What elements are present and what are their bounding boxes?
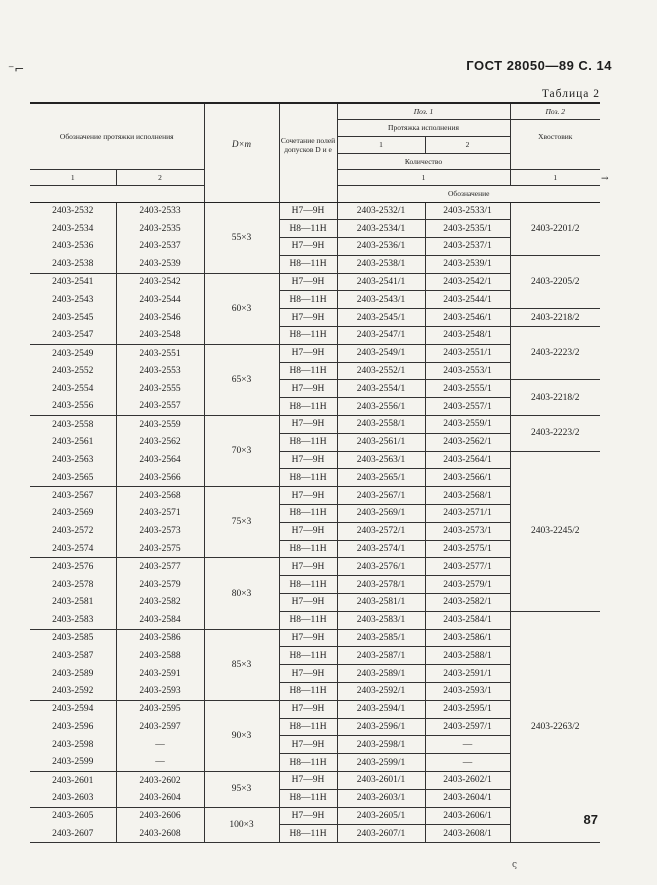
pos1-v2-cell: 2403-2602/1 [425, 772, 510, 790]
designation-2-cell: 2403-2562 [116, 433, 204, 451]
corner-mark: ς [512, 860, 518, 870]
pos1-v2-cell: — [425, 736, 510, 754]
pos1-v1-cell: 2403-2532/1 [337, 202, 425, 220]
qty1-header: 1 [337, 169, 510, 185]
designation-2-cell: 2403-2597 [116, 718, 204, 736]
pos1-v2-cell: 2403-2588/1 [425, 647, 510, 665]
pos1-v1-cell: 2403-2561/1 [337, 433, 425, 451]
pos1-v1-cell: 2403-2534/1 [337, 220, 425, 238]
tolerance-cell: Н8—11Н [279, 362, 337, 380]
designation-1-cell: 2403-2605 [52, 811, 94, 822]
designation-2-cell: 2403-2573 [116, 522, 204, 540]
tolerance-cell: Н8—11Н [279, 647, 337, 665]
tolerance-cell: Н8—11Н [279, 398, 337, 416]
designation-1-cell: 2403-2576 [52, 562, 94, 573]
designation-2-cell: 2403-2584 [116, 611, 204, 629]
designation-1-cell: 2403-2532 [52, 206, 94, 217]
tolerance-cell: Н8—11Н [279, 433, 337, 451]
pos1-v1-cell: 2403-2594/1 [337, 700, 425, 718]
tolerance-cell: Н7—9Н [279, 451, 337, 469]
pos1-v1-cell: 2403-2547/1 [337, 327, 425, 345]
dxm-cell: 85×3 [204, 629, 279, 700]
designation-1-cell: 2403-2583 [30, 611, 116, 629]
designation-1-cell: 2403-2561 [52, 437, 94, 448]
designation-2-cell: 2403-2568 [116, 487, 204, 505]
pos1-v2-cell: 2403-2557/1 [425, 398, 510, 416]
tolerance-cell: Н8—11Н [279, 540, 337, 558]
designation-2-cell: 2403-2593 [116, 683, 204, 701]
shank-header: Хвостовик [510, 119, 600, 153]
pos1-v2-cell: 2403-2595/1 [425, 700, 510, 718]
pv2-header: 2 [425, 136, 510, 153]
designation-1-cell: 2403-2534 [52, 223, 94, 234]
designation-1-cell: 2403-2585 [52, 633, 94, 644]
designation-2-cell: 2403-2533 [116, 202, 204, 220]
designation-2-cell: 2403-2577 [116, 558, 204, 576]
shank-cell: 2403-2201/2 [510, 202, 600, 255]
designation-2-cell: 2403-2582 [116, 594, 204, 612]
pos1-v2-cell: 2403-2555/1 [425, 380, 510, 398]
designation-2-cell: — [116, 736, 204, 754]
tolerance-cell: Н7—9Н [279, 522, 337, 540]
pos1-v2-cell: 2403-2559/1 [425, 416, 510, 434]
pos1-v2-cell: 2403-2604/1 [425, 789, 510, 807]
table-row [30, 327, 600, 345]
tolerance-cell: Н8—11Н [279, 789, 337, 807]
dxm-cell: 90×3 [204, 700, 279, 771]
pos1-v2-cell: 2403-2608/1 [425, 825, 510, 843]
pos1-header: Поз. 1 [337, 103, 510, 119]
designation-1-cell: 2403-2581 [52, 597, 94, 608]
designation-2-cell: 2403-2608 [116, 825, 204, 843]
broach-version-header: Протяжка исполнения [337, 119, 510, 136]
designation-1-cell: 2403-2607 [30, 825, 116, 843]
header-blank-dxm [204, 185, 279, 202]
pos1-v2-cell: 2403-2539/1 [425, 255, 510, 273]
pos1-v1-cell: 2403-2569/1 [337, 505, 425, 523]
designation-1-cell: 2403-2598 [52, 739, 94, 750]
pos1-v1-cell: 2403-2601/1 [337, 772, 425, 790]
designation-2-cell: 2403-2539 [116, 255, 204, 273]
shank-cell: 2403-2245/2 [510, 451, 600, 611]
tolerance-cell: Н7—9Н [279, 380, 337, 398]
tolerance-cell: Н7—9Н [279, 807, 337, 825]
notation-header: Обозначение [337, 185, 600, 202]
pos1-v1-cell: 2403-2565/1 [337, 469, 425, 487]
pos1-v2-cell: 2403-2584/1 [425, 611, 510, 629]
table-row [30, 309, 600, 327]
shank-cell: 2403-2218/2 [510, 309, 600, 327]
shank-cell: 2403-2205/2 [510, 255, 600, 308]
designation-2-cell: 2403-2548 [116, 327, 204, 345]
pos1-v1-cell: 2403-2598/1 [337, 736, 425, 754]
dxm-cell: 75×3 [204, 487, 279, 558]
tolerance-cell: Н7—9Н [279, 558, 337, 576]
tolerance-cell: Н8—11Н [279, 469, 337, 487]
pos1-v1-cell: 2403-2603/1 [337, 789, 425, 807]
tolerance-cell: Н8—11Н [279, 718, 337, 736]
table-row [30, 416, 600, 434]
tolerance-cell: Н8—11Н [279, 825, 337, 843]
table-label: Таблица 2 [541, 88, 600, 100]
pos1-v1-cell: 2403-2556/1 [337, 398, 425, 416]
pos1-v2-cell: 2403-2577/1 [425, 558, 510, 576]
designation-1-cell: 2403-2574 [30, 540, 116, 558]
tolerance-cell: Н8—11Н [279, 291, 337, 309]
designation-2-cell: 2403-2542 [116, 273, 204, 291]
pos1-v1-cell: 2403-2549/1 [337, 344, 425, 362]
dxm-cell: 60×3 [204, 273, 279, 344]
dxm-cell: 65×3 [204, 344, 279, 415]
tolerance-cell: Н8—11Н [279, 327, 337, 345]
shank-cell: 2403-2263/2 [510, 611, 600, 842]
designation-header: Обозначение протяжки исполнения [30, 103, 204, 169]
table-row [30, 451, 600, 469]
designation-2-cell: 2403-2595 [116, 700, 204, 718]
pos1-v2-cell: 2403-2606/1 [425, 807, 510, 825]
pos1-v2-cell: 2403-2535/1 [425, 220, 510, 238]
qty-shank-header: 1 [510, 169, 600, 185]
designation-1-cell: 2403-2587 [52, 650, 94, 661]
header-blank-left [30, 185, 204, 202]
pos1-v2-cell: — [425, 754, 510, 772]
designation-1-cell: 2403-2558 [52, 419, 94, 430]
designation-2-cell: 2403-2604 [116, 789, 204, 807]
dxm-cell: 95×3 [204, 772, 279, 808]
pos1-v2-cell: 2403-2582/1 [425, 594, 510, 612]
tolerance-cell: Н8—11Н [279, 220, 337, 238]
designation-2-cell: 2403-2555 [116, 380, 204, 398]
designation-2-cell: 2403-2564 [116, 451, 204, 469]
designation-1-cell: 2403-2554 [52, 383, 94, 394]
tolerance-cell: Н7—9Н [279, 344, 337, 362]
dxm-header: D×m [204, 103, 279, 185]
designation-2-cell: 2403-2602 [116, 772, 204, 790]
designation-1-cell: 2403-2594 [52, 704, 94, 715]
header-blank-tol [279, 185, 337, 202]
tolerance-cell: Н7—9Н [279, 594, 337, 612]
pos1-v1-cell: 2403-2581/1 [337, 594, 425, 612]
pos1-v2-cell: 2403-2562/1 [425, 433, 510, 451]
dxm-cell: 70×3 [204, 416, 279, 487]
pos1-v2-cell: 2403-2537/1 [425, 238, 510, 256]
pos1-v2-cell: 2403-2586/1 [425, 629, 510, 647]
dxm-cell: 55×3 [204, 202, 279, 273]
shank-cell: 2403-2223/2 [510, 327, 600, 380]
designation-1-cell: 2403-2592 [30, 683, 116, 701]
designation-1-cell: 2403-2541 [52, 277, 94, 288]
tolerance-cell: Н7—9Н [279, 202, 337, 220]
designation-2-cell: 2403-2559 [116, 416, 204, 434]
pos1-v1-cell: 2403-2578/1 [337, 576, 425, 594]
tolerance-cell: Н7—9Н [279, 273, 337, 291]
designation-1-cell: 2403-2536 [52, 241, 94, 252]
designation-2-cell: 2403-2591 [116, 665, 204, 683]
designation-2-cell: 2403-2571 [116, 505, 204, 523]
tolerance-cell: Н7—9Н [279, 629, 337, 647]
pos1-v2-cell: 2403-2573/1 [425, 522, 510, 540]
designation-2-cell: 2403-2606 [116, 807, 204, 825]
pos1-v2-cell: 2403-2542/1 [425, 273, 510, 291]
designation-2-cell: 2403-2586 [116, 629, 204, 647]
pos1-v1-cell: 2403-2585/1 [337, 629, 425, 647]
col1-number: 1 [30, 169, 116, 185]
table-row [30, 202, 600, 220]
table-row [30, 255, 600, 273]
designation-1-cell: 2403-2556 [30, 398, 116, 416]
pos1-v1-cell: 2403-2552/1 [337, 362, 425, 380]
tolerance-cell: Н7—9Н [279, 700, 337, 718]
pos1-v1-cell: 2403-2558/1 [337, 416, 425, 434]
designation-2-cell: 2403-2553 [116, 362, 204, 380]
tolerance-cell: Н8—11Н [279, 255, 337, 273]
pos1-v2-cell: 2403-2597/1 [425, 718, 510, 736]
designation-2-cell: 2403-2546 [116, 309, 204, 327]
tolerance-cell: Н7—9Н [279, 238, 337, 256]
pos1-v2-cell: 2403-2593/1 [425, 683, 510, 701]
pos1-v1-cell: 2403-2536/1 [337, 238, 425, 256]
shank-cell: 2403-2218/2 [510, 380, 600, 416]
pos1-v1-cell: 2403-2574/1 [337, 540, 425, 558]
pos1-v2-cell: 2403-2575/1 [425, 540, 510, 558]
tolerance-header: Сочетание полей допусков D и e [279, 103, 337, 185]
designation-2-cell: 2403-2579 [116, 576, 204, 594]
designation-1-cell: 2403-2569 [52, 508, 94, 519]
pos1-v1-cell: 2403-2587/1 [337, 647, 425, 665]
page-number: 87 [583, 812, 598, 827]
pos1-v2-cell: 2403-2571/1 [425, 505, 510, 523]
designation-1-cell: 2403-2545 [52, 312, 94, 323]
tolerance-cell: Н7—9Н [279, 309, 337, 327]
pos1-v1-cell: 2403-2605/1 [337, 807, 425, 825]
dxm-cell: 100×3 [204, 807, 279, 843]
arrow-mark: → [601, 174, 609, 184]
designation-2-cell: 2403-2575 [116, 540, 204, 558]
designation-1-cell: 2403-2547 [30, 327, 116, 345]
pos1-v2-cell: 2403-2553/1 [425, 362, 510, 380]
tolerance-cell: Н8—11Н [279, 683, 337, 701]
designation-1-cell: 2403-2549 [52, 348, 94, 359]
pos1-v1-cell: 2403-2583/1 [337, 611, 425, 629]
pos1-v1-cell: 2403-2589/1 [337, 665, 425, 683]
designation-1-cell: 2403-2578 [52, 579, 94, 590]
pos1-v2-cell: 2403-2544/1 [425, 291, 510, 309]
designation-1-cell: 2403-2563 [52, 455, 94, 466]
designation-1-cell: 2403-2543 [52, 294, 94, 305]
designation-1-cell: 2403-2589 [52, 668, 94, 679]
shank-header-blank [510, 153, 600, 169]
designation-2-cell: 2403-2551 [116, 344, 204, 362]
pos1-v1-cell: 2403-2543/1 [337, 291, 425, 309]
data-table [30, 102, 600, 843]
pos1-v2-cell: 2403-2568/1 [425, 487, 510, 505]
pos1-v2-cell: 2403-2566/1 [425, 469, 510, 487]
pos1-v2-cell: 2403-2548/1 [425, 327, 510, 345]
pos1-v2-cell: 2403-2591/1 [425, 665, 510, 683]
tolerance-cell: Н7—9Н [279, 416, 337, 434]
designation-1-cell: 2403-2565 [30, 469, 116, 487]
tolerance-cell: Н8—11Н [279, 505, 337, 523]
pos1-v1-cell: 2403-2567/1 [337, 487, 425, 505]
pos1-v2-cell: 2403-2546/1 [425, 309, 510, 327]
designation-1-cell: 2403-2603 [30, 789, 116, 807]
designation-1-cell: 2403-2567 [52, 490, 94, 501]
designation-2-cell: — [116, 754, 204, 772]
quantity-header: Количество [337, 153, 510, 169]
tolerance-cell: Н8—11Н [279, 611, 337, 629]
pos1-v1-cell: 2403-2541/1 [337, 273, 425, 291]
tolerance-cell: Н8—11Н [279, 576, 337, 594]
pos1-v1-cell: 2403-2607/1 [337, 825, 425, 843]
tolerance-cell: Н8—11Н [279, 754, 337, 772]
pos2-header: Поз. 2 [510, 103, 600, 119]
designation-2-cell: 2403-2537 [116, 238, 204, 256]
table-row [30, 611, 600, 629]
designation-2-cell: 2403-2544 [116, 291, 204, 309]
designation-2-cell: 2403-2557 [116, 398, 204, 416]
pos1-v2-cell: 2403-2533/1 [425, 202, 510, 220]
designation-1-cell: 2403-2538 [30, 255, 116, 273]
pos1-v1-cell: 2403-2599/1 [337, 754, 425, 772]
tolerance-cell: Н7—9Н [279, 772, 337, 790]
pos1-v2-cell: 2403-2579/1 [425, 576, 510, 594]
document-title: ГОСТ 28050—89 С. 14 [466, 58, 612, 73]
pos1-v1-cell: 2403-2596/1 [337, 718, 425, 736]
col2-number: 2 [116, 169, 204, 185]
pv1-header: 1 [337, 136, 425, 153]
pos1-v1-cell: 2403-2576/1 [337, 558, 425, 576]
designation-1-cell: 2403-2596 [52, 722, 94, 732]
pos1-v1-cell: 2403-2592/1 [337, 683, 425, 701]
pos1-v1-cell: 2403-2572/1 [337, 522, 425, 540]
shank-cell: 2403-2223/2 [510, 416, 600, 452]
pos1-v2-cell: 2403-2564/1 [425, 451, 510, 469]
pos1-v2-cell: 2403-2551/1 [425, 344, 510, 362]
tolerance-cell: Н7—9Н [279, 487, 337, 505]
designation-2-cell: 2403-2566 [116, 469, 204, 487]
pos1-v1-cell: 2403-2545/1 [337, 309, 425, 327]
tolerance-cell: Н7—9Н [279, 665, 337, 683]
tolerance-cell: Н7—9Н [279, 736, 337, 754]
pos1-v1-cell: 2403-2538/1 [337, 255, 425, 273]
designation-1-cell: 2403-2572 [52, 526, 94, 537]
table-row [30, 380, 600, 398]
pos1-v1-cell: 2403-2554/1 [337, 380, 425, 398]
designation-1-cell: 2403-2599 [30, 754, 116, 772]
designation-2-cell: 2403-2535 [116, 220, 204, 238]
dxm-cell: 80×3 [204, 558, 279, 629]
designation-2-cell: 2403-2588 [116, 647, 204, 665]
designation-1-cell: 2403-2601 [52, 775, 94, 786]
designation-1-cell: 2403-2552 [52, 366, 94, 377]
page-mark: ⁻⌐ [8, 62, 25, 76]
pos1-v1-cell: 2403-2563/1 [337, 451, 425, 469]
